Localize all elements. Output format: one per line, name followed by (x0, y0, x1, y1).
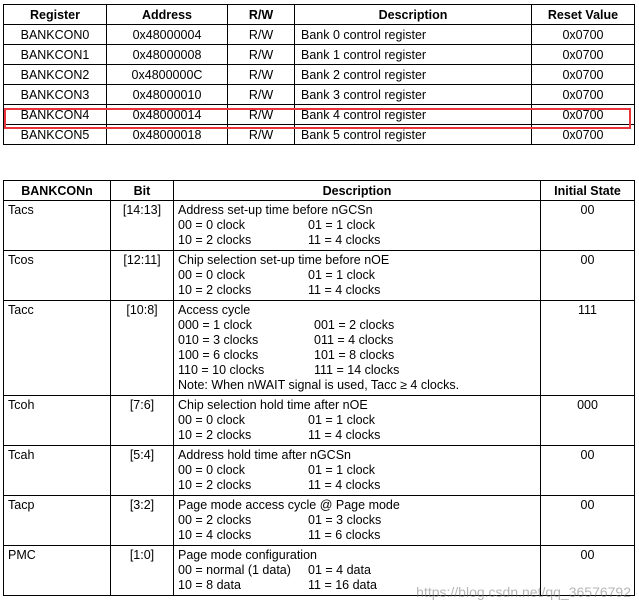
field-initial-state: 111 (541, 301, 635, 396)
cell-description: Bank 2 control register (295, 65, 532, 85)
cell-register: BANKCON3 (4, 85, 107, 105)
option-value: 01 = 3 clocks (308, 513, 382, 527)
table-row (4, 125, 635, 145)
option-value: 01 = 1 clock (308, 218, 376, 232)
field-title: Page mode configuration (178, 548, 317, 562)
bit-table-header (4, 181, 635, 201)
cell-register: BANKCON1 (4, 45, 107, 65)
cell-reset: 0x0700 (532, 25, 635, 45)
cell-description: Bank 5 control register (295, 125, 532, 145)
field-description (174, 396, 541, 446)
header-address: Address (107, 5, 228, 25)
option-value: 11 = 4 clocks (308, 428, 381, 442)
cell-register: BANKCON5 (4, 125, 107, 145)
field-name: Tacp (4, 496, 111, 546)
table-row (4, 201, 635, 251)
cell-rw: R/W (228, 45, 295, 65)
option-grid (178, 413, 536, 443)
table-row (4, 45, 635, 65)
cell-address: 0x48000004 (107, 25, 228, 45)
field-initial-state: 00 (541, 546, 635, 596)
option-value: 11 = 4 clocks (308, 283, 381, 297)
cell-register: BANKCON2 (4, 65, 107, 85)
option-value: 100 = 6 clocks (178, 348, 259, 362)
option-value: 00 = normal (1 data) (178, 563, 291, 577)
cell-address: 0x48000014 (107, 105, 228, 125)
header-description: Description (174, 181, 541, 201)
option-value: 10 = 2 clocks (178, 478, 252, 492)
field-initial-state: 00 (541, 496, 635, 546)
cell-address: 0x4800000C (107, 65, 228, 85)
field-description (174, 301, 541, 396)
option-value: 11 = 4 clocks (308, 478, 381, 492)
option-value: 101 = 8 clocks (314, 348, 395, 362)
cell-register: BANKCON0 (4, 25, 107, 45)
option-grid (178, 513, 536, 543)
option-value: 00 = 0 clock (178, 463, 246, 477)
cell-reset: 0x0700 (532, 85, 635, 105)
cell-description: Bank 1 control register (295, 45, 532, 65)
option-grid (178, 463, 536, 493)
field-bit: [5:4] (111, 446, 174, 496)
table-row (4, 301, 635, 396)
table-row (4, 105, 635, 125)
field-title: Access cycle (178, 303, 251, 317)
option-value: 00 = 0 clock (178, 218, 246, 232)
header-initial-state: Initial State (541, 181, 635, 201)
field-bit: [1:0] (111, 546, 174, 596)
option-value: 00 = 2 clocks (178, 513, 252, 527)
option-value: 01 = 1 clock (308, 463, 376, 477)
field-title: Chip selection set-up time before nOE (178, 253, 390, 267)
field-title: Address hold time after nGCSn (178, 448, 351, 462)
field-initial-state: 00 (541, 446, 635, 496)
cell-address: 0x48000008 (107, 45, 228, 65)
field-name: Tacc (4, 301, 111, 396)
table-row (4, 396, 635, 446)
option-value: 10 = 8 data (178, 578, 241, 592)
field-name: Tcah (4, 446, 111, 496)
table-row (4, 496, 635, 546)
table-row (4, 446, 635, 496)
option-value: 10 = 4 clocks (178, 528, 252, 542)
register-table (3, 4, 635, 145)
header-rw: R/W (228, 5, 295, 25)
header-bit: Bit (111, 181, 174, 201)
table-row (4, 85, 635, 105)
field-initial-state: 00 (541, 251, 635, 301)
field-description (174, 496, 541, 546)
table-row (4, 251, 635, 301)
cell-description: Bank 3 control register (295, 85, 532, 105)
option-grid (178, 218, 536, 248)
table-row (4, 65, 635, 85)
field-description (174, 251, 541, 301)
option-grid (178, 318, 536, 378)
field-initial-state: 00 (541, 201, 635, 251)
option-value: 01 = 1 clock (308, 413, 376, 427)
header-bankconn: BANKCONn (4, 181, 111, 201)
field-name: Tacs (4, 201, 111, 251)
option-value: 11 = 16 data (308, 578, 377, 592)
header-reset-value: Reset Value (532, 5, 635, 25)
field-bit: [14:13] (111, 201, 174, 251)
cell-reset: 0x0700 (532, 125, 635, 145)
cell-rw: R/W (228, 125, 295, 145)
field-name: Tcos (4, 251, 111, 301)
option-value: 10 = 2 clocks (178, 283, 252, 297)
field-bit: [3:2] (111, 496, 174, 546)
cell-rw: R/W (228, 85, 295, 105)
cell-address: 0x48000018 (107, 125, 228, 145)
field-title: Chip selection hold time after nOE (178, 398, 368, 412)
cell-rw: R/W (228, 105, 295, 125)
table-row (4, 25, 635, 45)
cell-reset: 0x0700 (532, 105, 635, 125)
option-value: 00 = 0 clock (178, 413, 246, 427)
cell-description: Bank 4 control register (295, 105, 532, 125)
field-name: PMC (4, 546, 111, 596)
option-value: 10 = 2 clocks (178, 233, 252, 247)
field-bit: [12:11] (111, 251, 174, 301)
option-value: 10 = 2 clocks (178, 428, 252, 442)
field-name: Tcoh (4, 396, 111, 446)
cell-rw: R/W (228, 65, 295, 85)
option-value: 001 = 2 clocks (314, 318, 395, 332)
header-description: Description (295, 5, 532, 25)
field-description (174, 201, 541, 251)
cell-register: BANKCON4 (4, 105, 107, 125)
option-value: 01 = 4 data (308, 563, 371, 577)
field-bit: [10:8] (111, 301, 174, 396)
field-title: Page mode access cycle @ Page mode (178, 498, 400, 512)
watermark: https://blog.csdn.net/qq_36576792 (416, 584, 631, 600)
field-description (174, 446, 541, 496)
option-value: 111 = 14 clocks (314, 363, 400, 377)
option-grid (178, 268, 536, 298)
field-initial-state: 000 (541, 396, 635, 446)
option-value: 00 = 0 clock (178, 268, 246, 282)
option-value: 000 = 1 clock (178, 318, 253, 332)
register-table-header (4, 5, 635, 25)
option-value: 11 = 6 clocks (308, 528, 381, 542)
option-value: 011 = 4 clocks (314, 333, 394, 347)
option-value: 01 = 1 clock (308, 268, 376, 282)
field-bit: [7:6] (111, 396, 174, 446)
cell-rw: R/W (228, 25, 295, 45)
cell-reset: 0x0700 (532, 45, 635, 65)
field-note: Note: When nWAIT signal is used, Tacc ≥ 4 clocks. (178, 378, 460, 392)
field-title: Address set-up time before nGCSn (178, 203, 373, 217)
option-value: 110 = 10 clocks (178, 363, 265, 377)
bit-table (3, 180, 635, 596)
cell-reset: 0x0700 (532, 65, 635, 85)
option-value: 11 = 4 clocks (308, 233, 381, 247)
cell-description: Bank 0 control register (295, 25, 532, 45)
option-value: 010 = 3 clocks (178, 333, 259, 347)
cell-address: 0x48000010 (107, 85, 228, 105)
header-register: Register (4, 5, 107, 25)
